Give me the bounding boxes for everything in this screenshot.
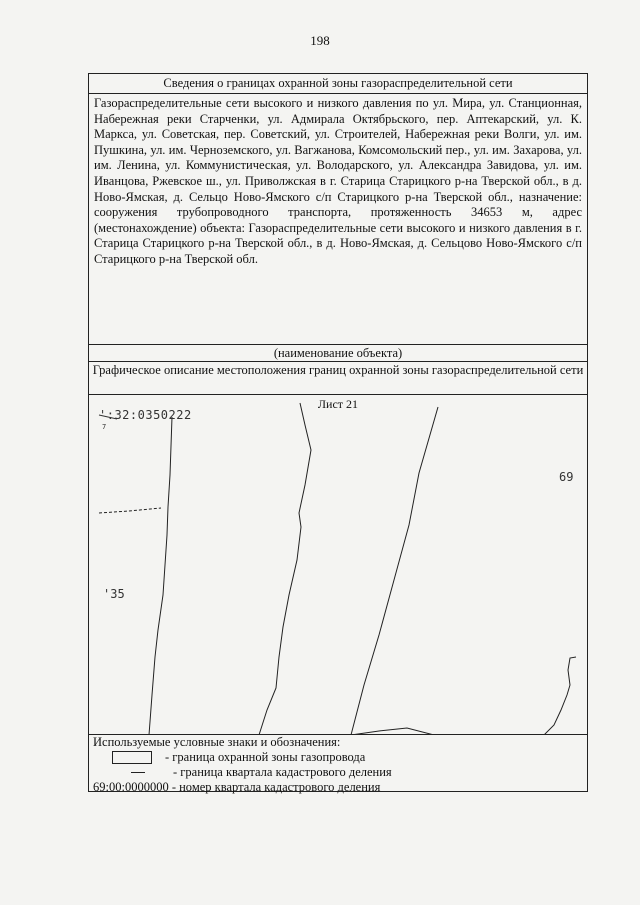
boundary-line-right-corner <box>544 657 576 735</box>
graphic-description-title: Графическое описание местоположения границ охранной зоны газораспределительной сети <box>89 362 587 395</box>
boundary-line-bottom <box>351 728 434 735</box>
map-drawing <box>89 395 587 735</box>
boundary-line-left <box>149 417 172 735</box>
object-name-caption: (наименование объекта) <box>89 345 587 362</box>
sheet-label: Лист 21 <box>317 397 359 411</box>
legend-item-quarter-number <box>93 780 587 795</box>
map-area <box>89 395 587 735</box>
legend-item-text: - граница охранной зоны газопровода <box>165 750 366 764</box>
cadastral-quarter-number-right: 69 <box>559 470 574 484</box>
cadastral-small-label: 7 <box>102 423 107 431</box>
legend <box>89 735 587 794</box>
quarter-number-symbol: 69:00:0000000 <box>93 780 169 794</box>
quarter-boundary-symbol <box>131 772 145 773</box>
legend-item-quarter-boundary <box>93 765 587 780</box>
section-title: Сведения о границах охранной зоны газораспределительной сети <box>89 74 587 94</box>
legend-heading: Используемые условные знаки и обозначения: <box>93 735 341 749</box>
legend-item-zone <box>93 750 587 765</box>
legend-item-text: - номер квартала кадастрового деления <box>171 780 381 794</box>
boundary-line-mid <box>259 403 311 735</box>
cadastral-quarter-number-left: '35 <box>103 587 125 601</box>
legend-item-text: - граница квартала кадастрового деления <box>173 765 392 779</box>
page-number: 198 <box>310 33 330 48</box>
cadastral-line-right <box>351 407 438 735</box>
document-frame <box>88 73 588 792</box>
boundary-line-left-dashed <box>99 508 161 513</box>
object-description: Газораспределительные сети высокого и низкого давления по ул. Мира, ул. Станционная, Набережная реки Старченки, ул. Адмирала Октябрьского, пер. Аптекарский, ул. К. Маркса, ул. Советская, пер. Советский, ул. Строителей, Набережная реки Волги, ул. им. Пушкина, ул. им. Черноземского, ул. Вагжанова, Комсомольский пер., ул. им. Захарова, ул. им. Ленина, ул. Коммунистическая, ул. Володарского, ул. Александра Завидова, ул. им. Иванцова, Ржевское ш., ул. Приволжская в г. Старица Старицкого р-на Тверской обл., в д. Ново-Ямская, д. Сельцо Ново-Ямского с/п Старицкого р-на Тверской обл., назначение: сооружения трубопроводного транспорта, протяженность 34653 м, адрес (местонахождение) объекта: Газораспределительные сети высокого и низкого давления в г. Старица Старицкого р-на Тверской обл., в д. Ново-Ямская, д. Сельцово Ново-Ямского с/п Старицкого р-на Тверской обл. <box>89 94 587 345</box>
zone-boundary-symbol <box>112 751 152 764</box>
cadastral-code-label: ':32:0350222 <box>99 408 192 422</box>
